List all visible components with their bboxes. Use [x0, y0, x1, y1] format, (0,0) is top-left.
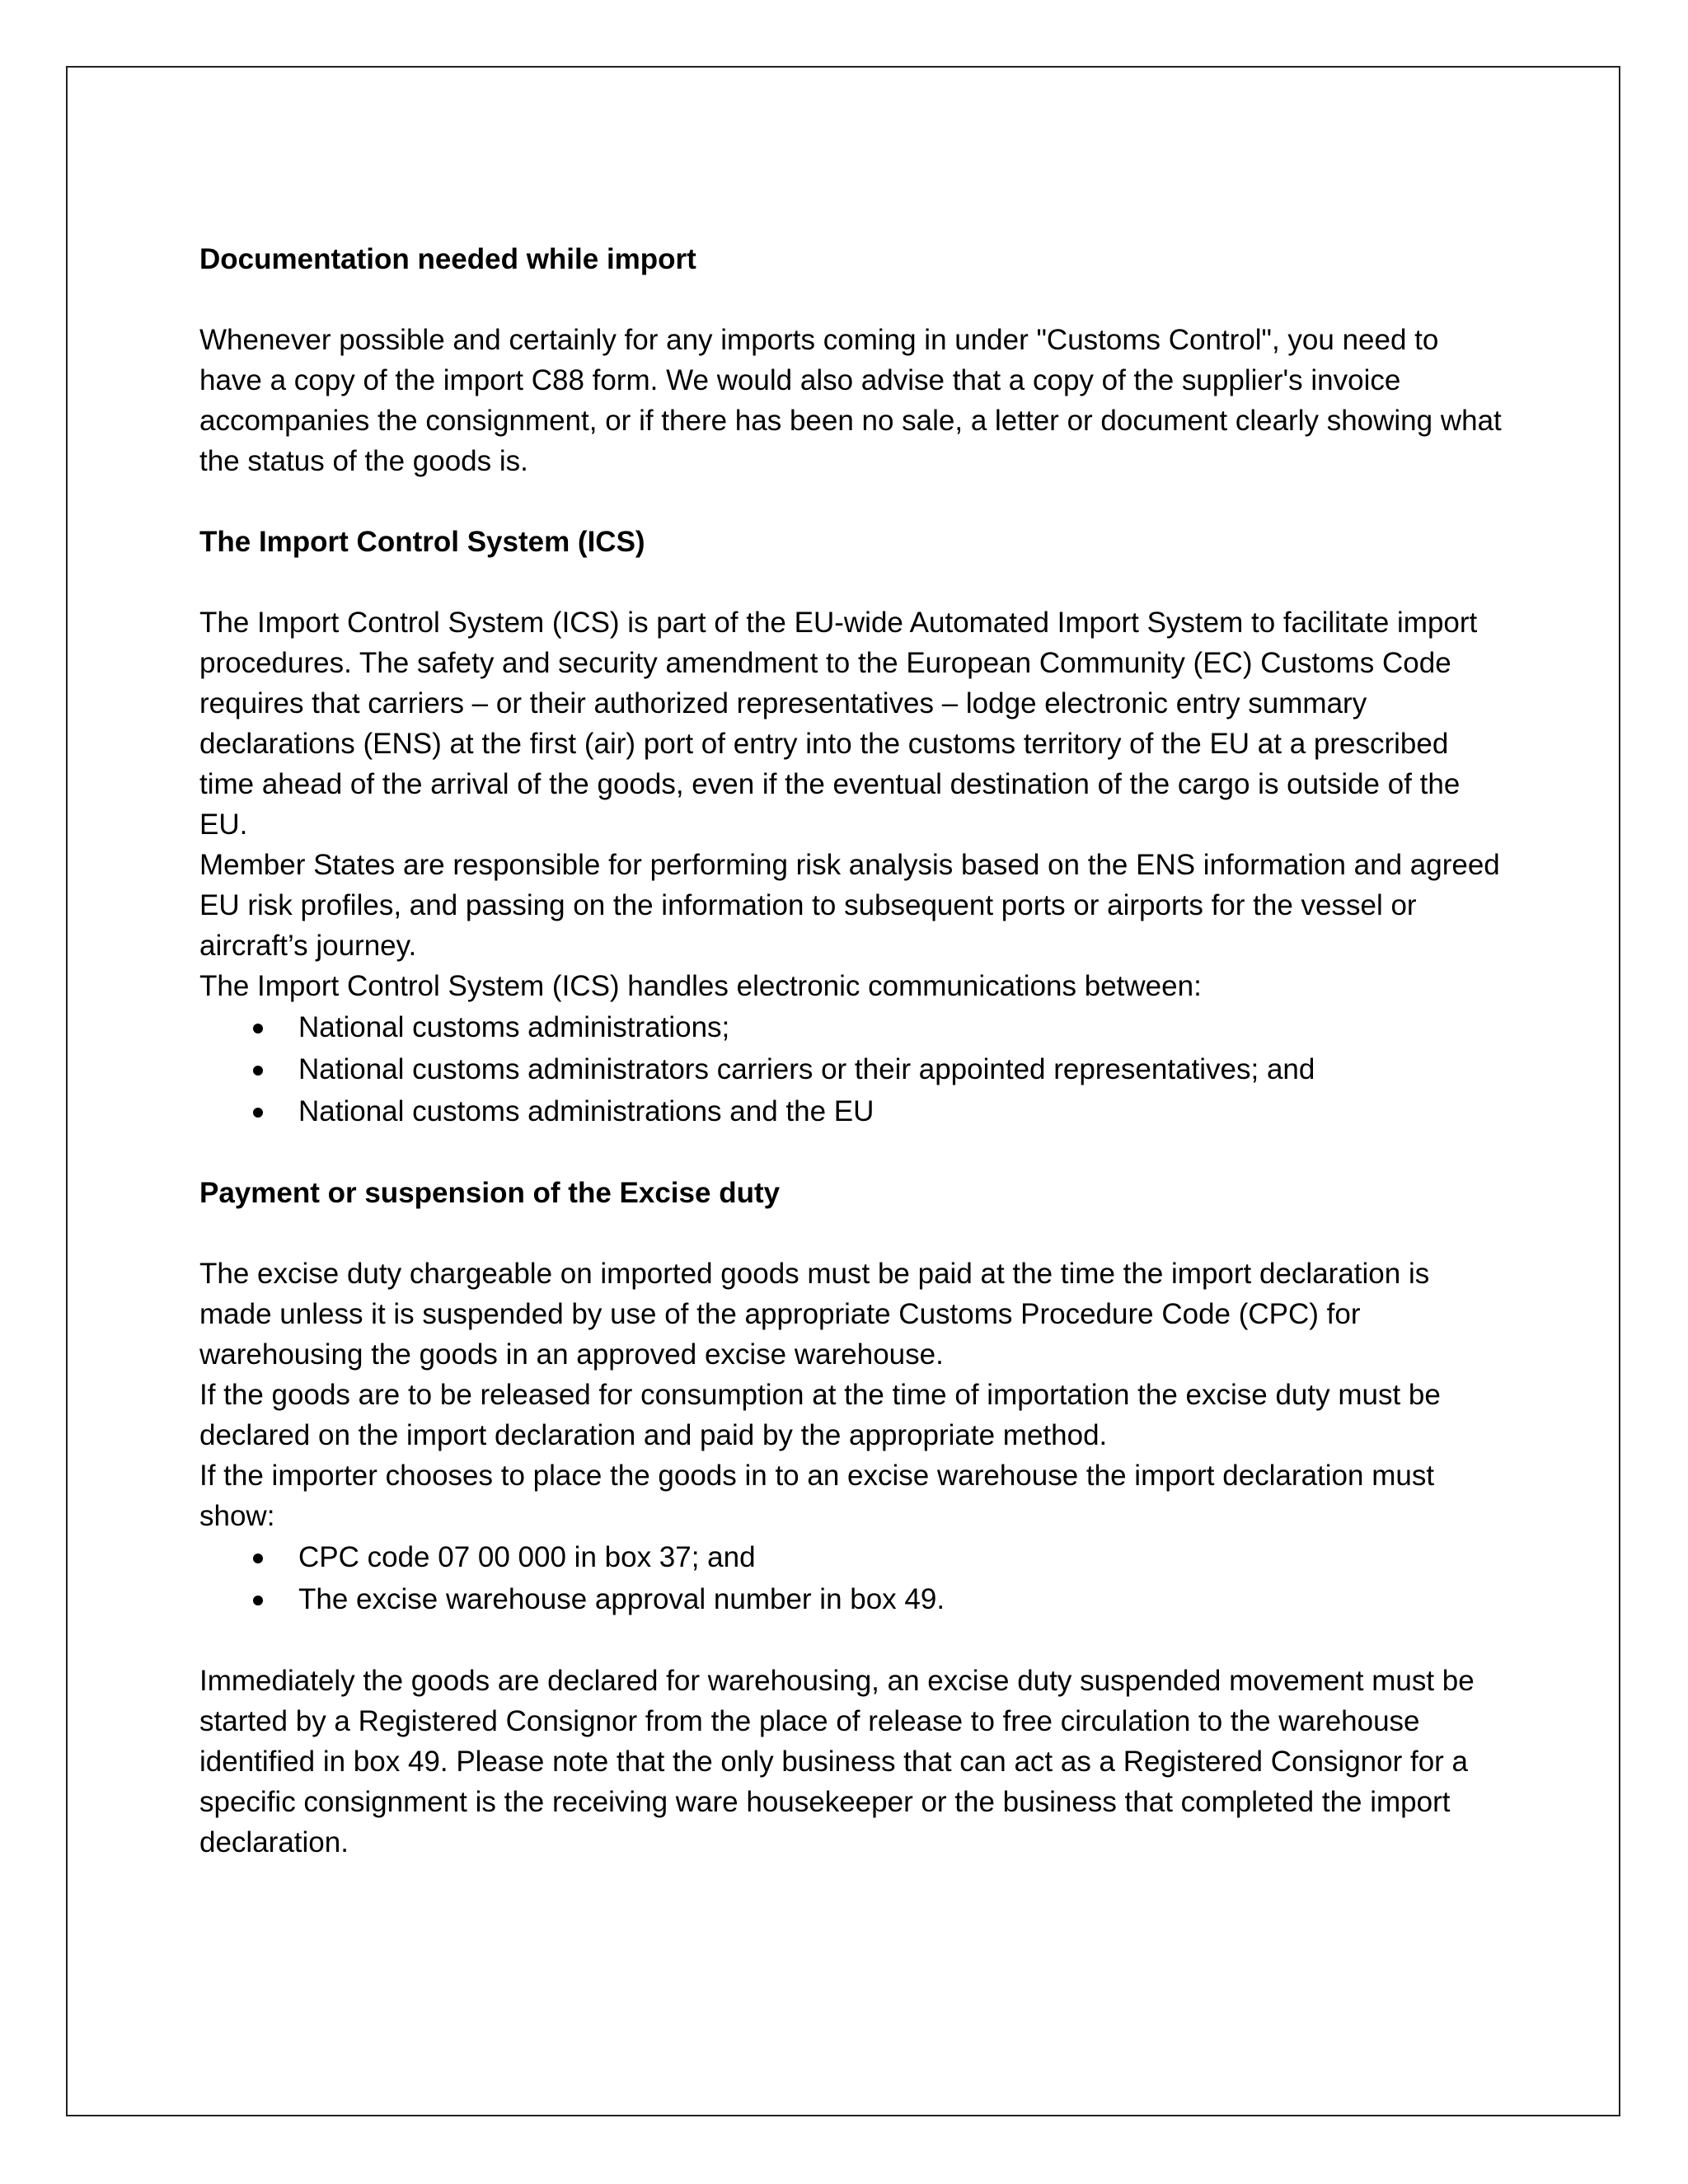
list-item: National customs administrators carriers or their appointed representatives; and [298, 1048, 1502, 1090]
spacer [199, 279, 1502, 320]
excise-bullet-list [199, 1536, 1502, 1620]
paragraph-excise-released: If the goods are to be released for consumption at the time of importation the excise duty must be declared on the import declaration and paid by the appropriate method. [199, 1379, 1441, 1451]
document-body [199, 239, 1502, 1863]
spacer [199, 1620, 1502, 1661]
ics-bullet-list [199, 1006, 1502, 1132]
spacer [199, 562, 1502, 602]
paragraph-excise-warehouse: If the importer chooses to place the goods in to an excise warehouse the import declaration must show: [199, 1460, 1435, 1532]
spacer [199, 1132, 1502, 1173]
spacer [199, 481, 1502, 522]
section-heading-documentation: Documentation needed while import [199, 243, 696, 275]
list-item: The excise warehouse approval number in box 49. [298, 1578, 1502, 1620]
section-heading-excise: Payment or suspension of the Excise duty [199, 1177, 781, 1209]
paragraph-ics-handles: The Import Control System (ICS) handles electronic communications between: [199, 970, 1202, 1002]
list-item: National customs administrations and the EU [298, 1090, 1502, 1132]
spacer [199, 1213, 1502, 1254]
paragraph-ics-member-states: Member States are responsible for performing risk analysis based on the ENS information and agreed EU risk profiles, and passing on the information to subsequent ports or airports for the vessel or aircraft’s journey. [199, 849, 1500, 962]
list-item: CPC code 07 00 000 in box 37; and [298, 1536, 1502, 1578]
paragraph-excise-consignor: Immediately the goods are declared for warehousing, an excise duty suspended movement must be started by a Registered Consignor from the place of release to free circulation to the warehouse identified in box 49. Please note that the only business that can act as a Registered Consignor for a specific consignment is the receiving ware housekeeper or the business that completed the import declaration. [199, 1665, 1475, 1858]
paragraph-documentation: Whenever possible and certainly for any imports coming in under "Customs Control", you need to have a copy of the import C88 form. We would also advise that a copy of the supplier's invoice accompanies the consignment, or if there has been no sale, a letter or document clearly showing what the status of the goods is. [199, 324, 1502, 477]
list-item: National customs administrations; [298, 1006, 1502, 1048]
paragraph-ics-intro: The Import Control System (ICS) is part of the EU-wide Automated Import System to facilitate import procedures. The safety and security amendment to the European Community (EC) Customs Code requires that carriers – or their authorized representatives – lodge electronic entry summary declarations (ENS) at the first (air) port of entry into the customs territory of the EU at a prescribed time ahead of the arrival of the goods, even if the eventual destination of the cargo is outside of the EU. [199, 607, 1478, 841]
paragraph-excise-chargeable: The excise duty chargeable on imported goods must be paid at the time the import declaration is made unless it is suspended by use of the appropriate Customs Procedure Code (CPC) for warehousing the goods in an approved excise warehouse. [199, 1258, 1430, 1371]
section-heading-ics: The Import Control System (ICS) [199, 526, 645, 558]
